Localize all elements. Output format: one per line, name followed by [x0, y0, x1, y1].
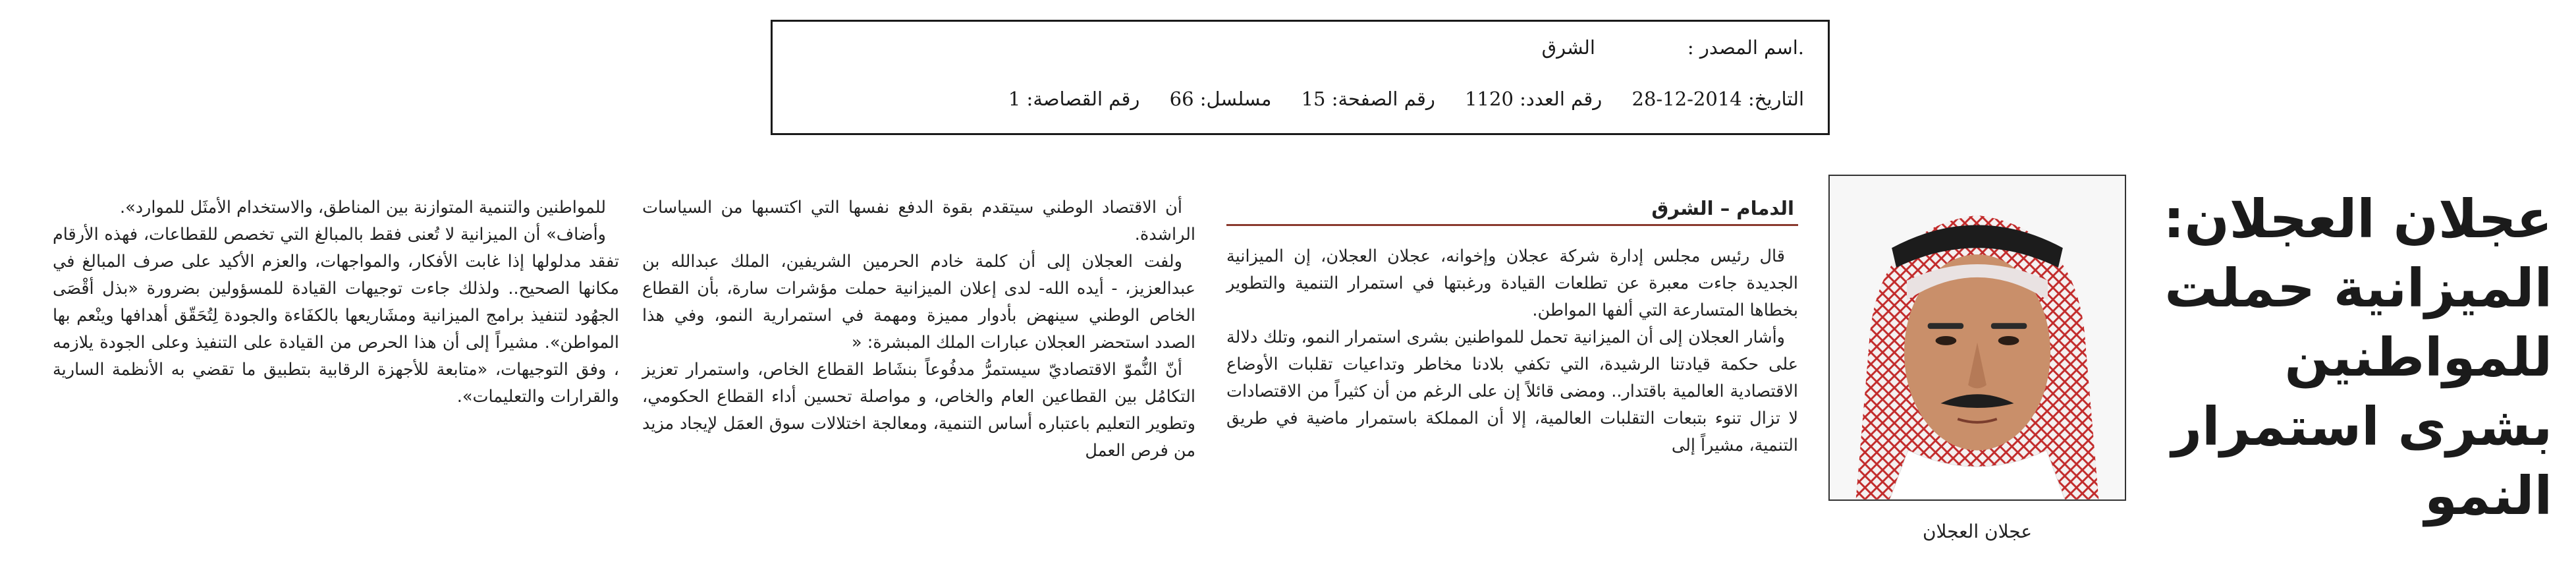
article-column-1 — [1226, 196, 1798, 459]
source-label: .اسم المصدر : — [1687, 36, 1804, 59]
headline-line: للمواطنين — [2284, 327, 2552, 388]
serial-label: مسلسل: — [1199, 88, 1272, 110]
page-label: رقم الصفحة: — [1331, 88, 1435, 110]
paragraph: أنّ النُّموّ الاقتصاديّ سيستمرُّ مدفُوعاً بنشَاط القطاع الخاص، واستمرار تعزيز التكامُل بين القطاعين العام والخاص، و مواصلة تحسين أداء القطاع الحكومي، وتطوير التعليم باعتباره أساس التنمية، ومعالجة اختلالات سوق العمَل لإيجاد مزيد من فرص العمل — [642, 360, 1195, 461]
date-value: 28-12-2014 — [1631, 88, 1742, 110]
headline-line: النمو — [2425, 465, 2552, 527]
serial-field — [1170, 88, 1272, 110]
paragraph: للمواطنين والتنمية المتوازنة بين المناطق، والاستخدام الأمثَل للموارد». — [119, 198, 606, 217]
headline-line: عجلان العجلان: — [2163, 188, 2552, 250]
photo-caption: عجلان العجلان — [1922, 521, 2033, 542]
byline: الدمام – الشرق — [1226, 196, 1798, 226]
date-label: التاريخ: — [1747, 88, 1804, 110]
paragraph: ولفت العجلان إلى أن كلمة خادم الحرمين الشريفين، الملك عبدالله بن عبدالعزيز، - أيده الله- لدى إعلان الميزانية حملت مؤشرات سارة، بأن القطاع الخاص الوطني سينهض بأدوار مميزة ومهمة في استمرارية النمو، وفي هذا الصدد استحضر العجلان عبارات الملك المبشرة: « — [642, 252, 1195, 353]
serial-value: 66 — [1169, 88, 1194, 110]
issue-field — [1465, 88, 1602, 110]
date-field — [1632, 88, 1804, 110]
issue-value: 1120 — [1465, 88, 1514, 110]
source-value: الشرق — [1541, 36, 1595, 59]
portrait-photo — [1828, 175, 2126, 501]
issue-label: رقم العدد: — [1520, 88, 1603, 110]
paragraph: وأشار العجلان إلى أن الميزانية تحمل للمواطنين بشرى استمرار النمو، وتلك دلالة على حكمة قيادتنا الرشيدة، التي تكفي بلادنا مخاطر وتداعيات تقلبات الأوضاع الاقتصادية العالمية باقتدار.. ومضى قائلاً إن على الرغم من أن كثيراً من الاقتصادات لا تزال تنوء بتبعات التقلبات العالمية، إلا أن المملكة باستمرار ماضية في طريق التنمية، مشيراً إلى — [1226, 328, 1798, 455]
issue-details-row — [985, 88, 1804, 110]
article-column-2 — [642, 194, 1195, 465]
paragraph: أن الاقتصاد الوطني سيتقدم بقوة الدفع نفسها التي اكتسبها من السياسات الراشدة. — [642, 198, 1195, 244]
headline-line: بشرى استمرار — [2171, 396, 2552, 457]
headline-line: الميزانية حملت — [2164, 258, 2552, 319]
source-info-box — [771, 20, 1830, 135]
clip-label: رقم القصاصة: — [1026, 88, 1140, 110]
paragraph: وأضاف» أن الميزانية لا تُعنى فقط بالمبالغ التي تخصص للقطاعات، فهذه الأرقام تفقد مدلولها إذا غابت الأفكار، والمواجهات، والعزم الأكيد على صرف المبالغ في مكانها الصحيح.. ولذلك جاءت توجيهات القيادة للمسؤولين بضرورة «بذل أقْصَى الجهُود لتنفيذ برامج الميزانية ومشَاريعها بالكفَاءة والجودة لِتُحَقّق أهدافها وينْعم بها المواطن». مشيراً إلى أن هذا الحرص من القيادة على التنفيذ وعلى الجودة يلازمه ، وفق التوجيهات، «متابعة للأجهزة الرقابية بتطبيق ما تقضي به الأنظمة السارية والقرارات والتعليمات». — [53, 225, 619, 407]
article-headline — [2163, 185, 2552, 530]
page-value: 15 — [1301, 88, 1326, 110]
clip-field — [1008, 88, 1140, 110]
article-column-3 — [53, 194, 619, 411]
paragraph: قال رئيس مجلس إدارة شركة عجلان وإخوانه، عجلان العجلان، إن الميزانية الجديدة جاءت معبرة عن تطلعات القيادة ورغبتها في استمرار التنمية والتطوير بخطاها المتسارعة التي ألفها المواطن. — [1226, 246, 1798, 320]
page-field — [1302, 88, 1435, 110]
source-row — [1518, 36, 1804, 59]
clip-value: 1 — [1008, 88, 1021, 110]
